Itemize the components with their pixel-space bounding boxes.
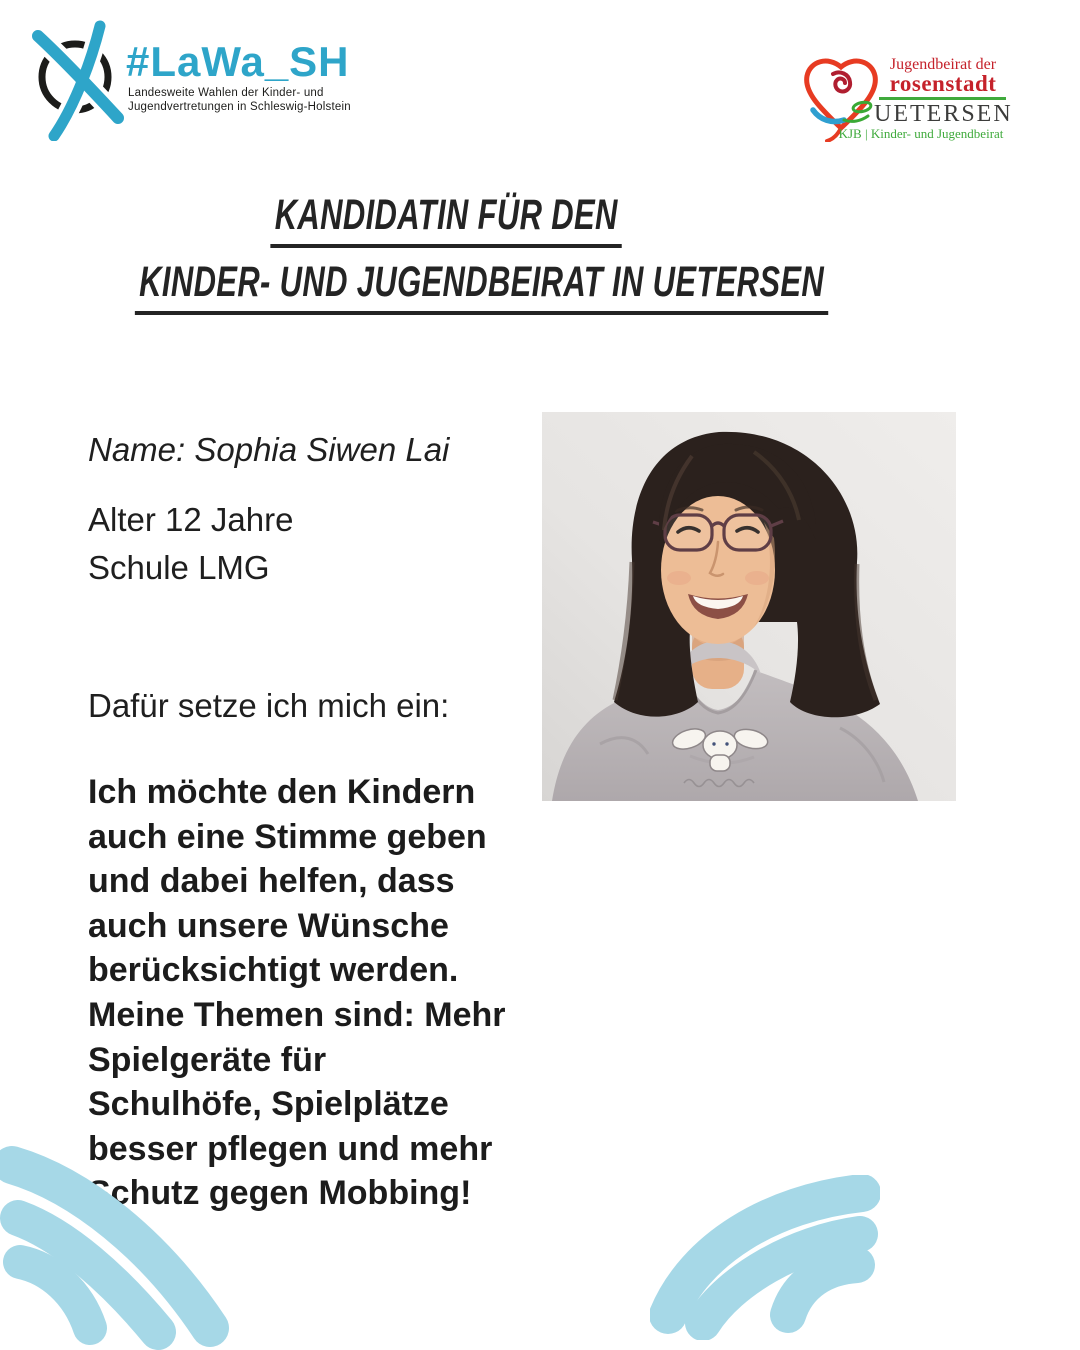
poster-title-line2 [0, 259, 892, 315]
candidate-age: Alter 12 Jahre [88, 501, 294, 538]
kjb-logo-city: UETERSEN [874, 101, 1013, 127]
poster-title [0, 192, 892, 315]
poster-title-line1 [0, 192, 892, 248]
poster-title-line1-text: KANDIDATIN FÜR DEN [270, 192, 622, 248]
statement-heading: Dafür setze ich mich ein: [88, 687, 450, 724]
swoosh-decoration-left [0, 1140, 240, 1350]
kjb-logo-tagline: KJB | Kinder- und Jugendbeirat [838, 126, 1004, 141]
kjb-logo-line2: rosenstadt [889, 71, 997, 96]
candidate-name: Name: Sophia Siwen Lai [88, 431, 450, 468]
kjb-logo-line1: Jugendbeirat der [889, 56, 997, 73]
candidate-statement: Ich möchte den Kindern auch eine Stimme geben und dabei helfen, dass auch unsere Wünsche berücksichtigt werden. Meine Themen sind: Mehr Spielgeräte für Schulhöfe, Spielplätze besser pflegen und mehr Schutz gegen Mobbing! [88, 773, 506, 1213]
lawash-logo-text: #LaWa_SH [126, 38, 350, 85]
candidate-school: Schule LMG [88, 549, 270, 586]
lawash-logo-subtitle: Landesweite Wahlen der Kinder- und Jugendvertretungen in Schleswig-Holstein [128, 87, 351, 113]
swoosh-decoration-right [650, 1175, 880, 1340]
kjb-logo-divider [879, 97, 1006, 100]
lawash-ballot-x-icon [16, 16, 136, 141]
poster-title-line2-text: KINDER- UND JUGENDBEIRAT IN UETERSEN [135, 259, 829, 315]
candidate-photo [542, 412, 956, 801]
